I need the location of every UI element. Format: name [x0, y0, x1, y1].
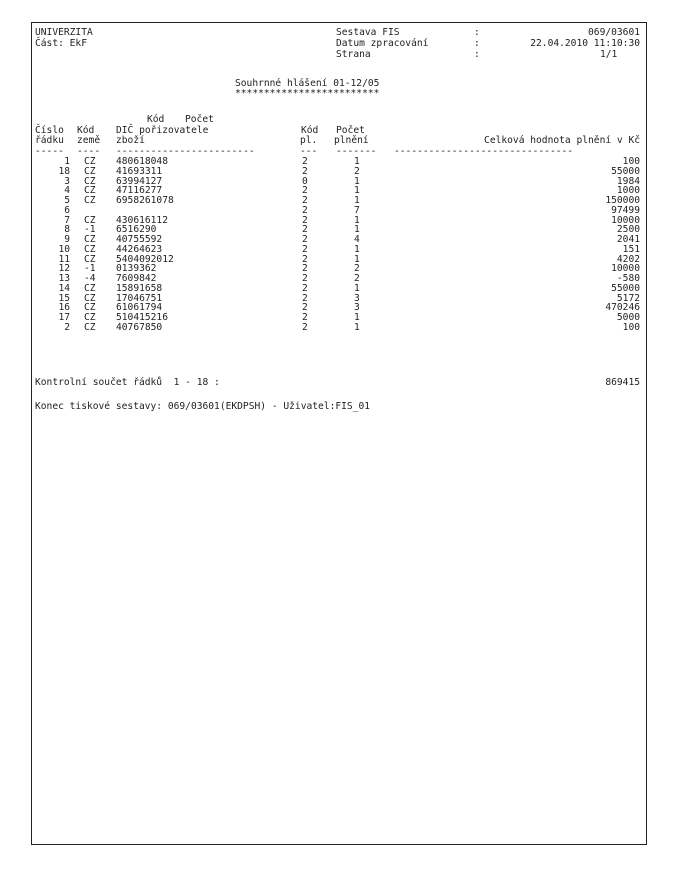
cell-vat: 47116277 [116, 185, 163, 197]
dash-vat: ------------------------ [116, 146, 255, 157]
cell-country: CZ [84, 282, 96, 294]
cell-vat: 17046751 [116, 292, 163, 304]
cell-country: -1 [84, 224, 96, 236]
col-total-h: Celková hodnota plnění v Kč [484, 135, 640, 146]
col-count-h3: plnění [334, 135, 369, 146]
cell-code: 2 [302, 243, 308, 255]
cell-row-no: 18 [58, 165, 70, 177]
col-code-h3: pl. [300, 135, 318, 146]
cell-code: 2 [302, 282, 308, 294]
cell-vat: 44264623 [116, 243, 163, 255]
cell-total: 5000 [616, 312, 640, 323]
cell-total: 100 [622, 156, 640, 167]
dash-country: ---- [77, 146, 101, 157]
cell-count: 3 [354, 292, 360, 304]
cell-code: 2 [302, 273, 308, 284]
page-value: 1/1 [600, 49, 618, 60]
cell-count: 1 [354, 156, 360, 167]
cell-country: CZ [84, 312, 96, 323]
cell-code: 2 [302, 156, 308, 167]
report-sep: : [474, 27, 480, 38]
cell-code: 2 [302, 253, 308, 265]
cell-row-no: 6 [64, 204, 70, 216]
cell-count: 1 [354, 195, 360, 206]
cell-vat: 63994127 [116, 175, 163, 187]
cell-total: 2500 [616, 224, 640, 236]
dash-code: --- [300, 146, 318, 157]
cell-count: 2 [354, 273, 360, 284]
cell-count: 1 [354, 214, 360, 226]
cell-row-no: 4 [64, 185, 70, 197]
page-label: Strana [336, 49, 371, 60]
cell-total: 5172 [616, 292, 640, 304]
cell-row-no: 10 [58, 243, 70, 255]
cell-country: CZ [84, 175, 96, 187]
cell-code: 2 [302, 224, 308, 236]
cell-vat: 510415216 [116, 312, 168, 323]
cell-country: CZ [84, 185, 96, 197]
col-vat-h1: DIČ pořizovatele [116, 125, 209, 136]
cell-row-no: 16 [58, 302, 70, 314]
cell-row-no: 14 [58, 282, 70, 294]
dash-total: ------------------------------- [394, 146, 574, 157]
cell-count: 4 [354, 234, 360, 245]
cell-total: 55000 [611, 282, 640, 294]
cell-row-no: 1 [64, 156, 70, 167]
col-rowno-h2: řádku [35, 135, 64, 146]
cell-count: 1 [354, 243, 360, 255]
checksum-label: Kontrolní součet řádků 1 - 18 : [35, 377, 220, 388]
cell-total: 1984 [616, 175, 640, 187]
cell-code: 2 [302, 312, 308, 323]
cell-total: 470246 [605, 302, 640, 314]
cell-total: 2041 [616, 234, 640, 245]
cell-vat: 7609842 [116, 273, 157, 284]
report-label: Sestava FIS [336, 27, 400, 38]
cell-total: 1000 [616, 185, 640, 197]
cell-row-no: 11 [58, 253, 70, 265]
cell-code: 2 [302, 165, 308, 177]
cell-country: CZ [84, 195, 96, 206]
date-label: Datum zpracování [336, 38, 429, 49]
date-sep: : [474, 38, 480, 49]
cell-vat: 430616112 [116, 214, 168, 226]
org-part: Část: EkF [35, 38, 87, 49]
org-name: UNIVERZITA [35, 27, 93, 38]
col-code-h1: Kód [147, 114, 165, 125]
cell-country: CZ [84, 243, 96, 255]
cell-code: 2 [302, 185, 308, 197]
cell-total: 100 [622, 321, 640, 333]
col-rowno-h1: Číslo [35, 125, 64, 136]
cell-total: 151 [622, 243, 640, 255]
cell-country: CZ [84, 253, 96, 265]
cell-vat: 6516290 [116, 224, 157, 236]
cell-country: CZ [84, 214, 96, 226]
cell-code: 2 [302, 204, 308, 216]
cell-vat: 61061794 [116, 302, 163, 314]
col-country-h2: země [77, 135, 101, 146]
cell-country: CZ [84, 156, 96, 167]
cell-row-no: 13 [58, 273, 70, 284]
cell-code: 2 [302, 234, 308, 245]
cell-country: CZ [84, 321, 96, 333]
cell-code: 2 [302, 321, 308, 333]
table-row [32, 323, 648, 334]
cell-count: 1 [354, 282, 360, 294]
cell-vat: 6958261078 [116, 195, 174, 206]
cell-row-no: 3 [64, 175, 70, 187]
report-title: Souhrnné hlášení 01-12/05 [235, 78, 380, 89]
page-sep: : [474, 49, 480, 60]
cell-row-no: 17 [58, 312, 70, 323]
cell-vat: 40767850 [116, 321, 163, 333]
cell-count: 7 [354, 204, 360, 216]
cell-total: -580 [616, 273, 640, 284]
report-footer: Konec tiskové sestavy: 069/03601(EKDPSH) - Uživatel:FIS_01 [35, 401, 371, 412]
cell-code: 2 [302, 195, 308, 206]
cell-total: 150000 [605, 195, 640, 206]
cell-count: 2 [354, 165, 360, 177]
cell-count: 1 [354, 185, 360, 197]
dash-rowno: ----- [35, 146, 64, 157]
cell-row-no: 12 [58, 263, 70, 275]
cell-row-no: 15 [58, 292, 70, 304]
cell-vat: 40755592 [116, 234, 163, 245]
cell-total: 10000 [611, 263, 640, 275]
cell-row-no: 8 [64, 224, 70, 236]
cell-count: 3 [354, 302, 360, 314]
cell-count: 1 [354, 321, 360, 333]
cell-total: 55000 [611, 165, 640, 177]
cell-country: -4 [84, 273, 96, 284]
cell-count: 1 [354, 224, 360, 236]
cell-count: 1 [354, 175, 360, 187]
cell-row-no: 7 [64, 214, 70, 226]
report-page [31, 22, 647, 845]
cell-total: 10000 [611, 214, 640, 226]
cell-country: CZ [84, 234, 96, 245]
cell-country: CZ [84, 165, 96, 177]
cell-total: 4202 [616, 253, 640, 265]
cell-vat: 480618048 [116, 156, 168, 167]
col-country-h1: Kód [77, 125, 95, 136]
cell-count: 1 [354, 253, 360, 265]
col-count-h2: Počet [336, 125, 365, 136]
cell-vat: 5404092012 [116, 253, 174, 265]
cell-vat: 41693311 [116, 165, 163, 177]
col-count-h1: Počet [185, 114, 214, 125]
cell-count: 1 [354, 312, 360, 323]
cell-code: 2 [302, 302, 308, 314]
checksum-value: 869415 [605, 377, 640, 388]
report-value: 069/03601 [588, 27, 640, 38]
cell-code: 2 [302, 214, 308, 226]
cell-vat: 0139362 [116, 263, 157, 275]
col-vat-h2: zboží [116, 135, 145, 146]
dash-count: ------- [336, 146, 377, 157]
cell-row-no: 5 [64, 195, 70, 206]
title-underline: ************************* [235, 88, 380, 99]
cell-row-no: 2 [64, 321, 70, 333]
col-code-h2: Kód [301, 125, 319, 136]
cell-code: 0 [302, 175, 308, 187]
cell-vat: 15891658 [116, 282, 163, 294]
cell-total: 97499 [611, 204, 640, 216]
cell-country: CZ [84, 292, 96, 304]
cell-code: 2 [302, 292, 308, 304]
date-value: 22.04.2010 11:10:30 [530, 38, 640, 49]
cell-count: 2 [354, 263, 360, 275]
cell-country: CZ [84, 302, 96, 314]
cell-row-no: 9 [64, 234, 70, 245]
cell-country: -1 [84, 263, 96, 275]
cell-code: 2 [302, 263, 308, 275]
